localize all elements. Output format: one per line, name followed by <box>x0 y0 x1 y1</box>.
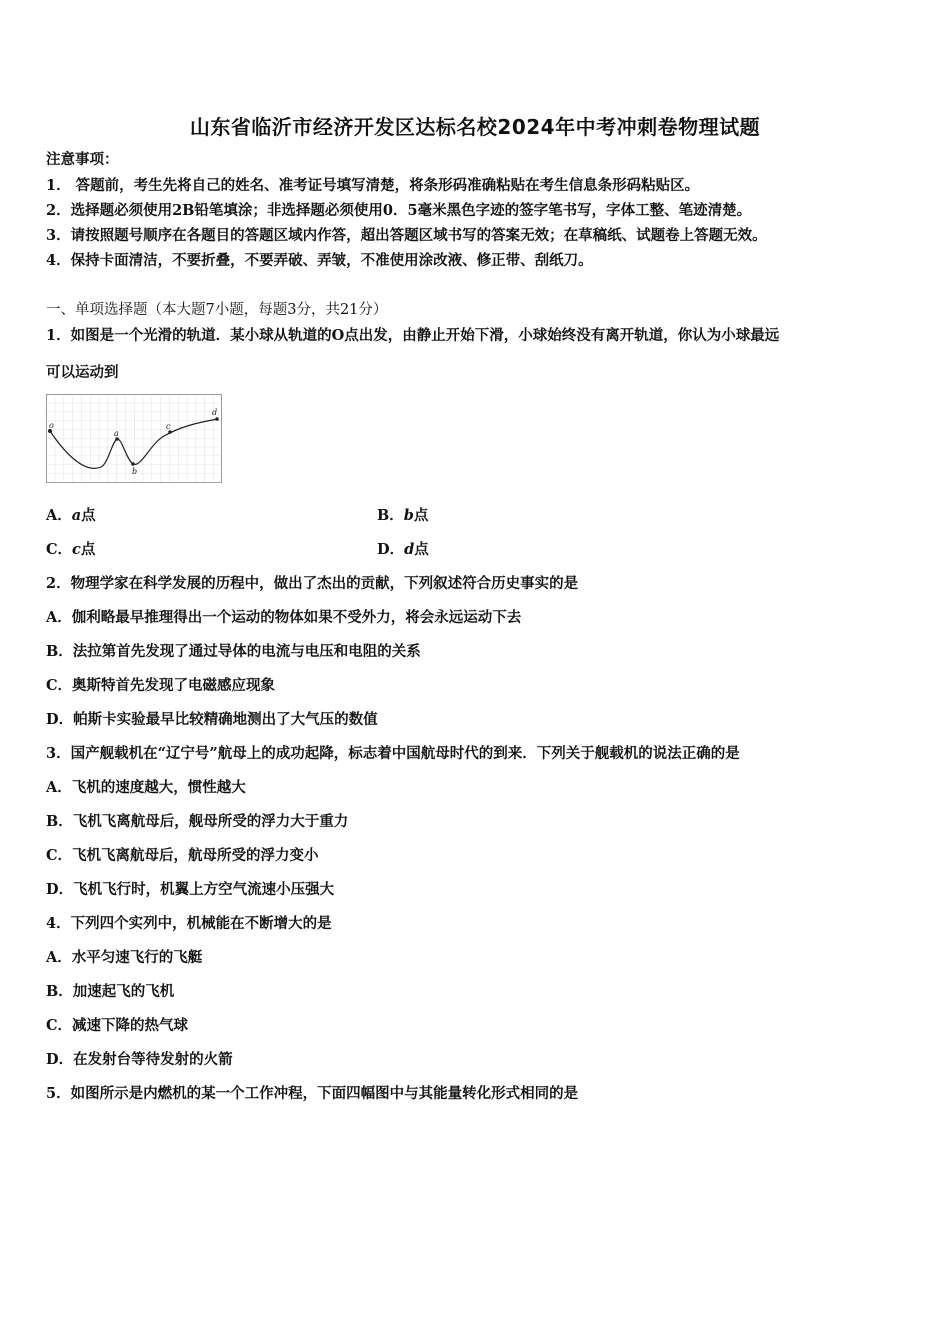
notice-item-4: 4．保持卡面清洁，不要折叠，不要弄破、弄皱，不准使用涂改液、修正带、刮纸刀。 <box>46 252 593 269</box>
label-b: b <box>132 467 138 476</box>
q3-stem: 3．国产舰载机在“辽宁号”航母上的成功起降，标志着中国航母时代的到来．下列关于舰载机的说法正确的是 <box>46 745 740 762</box>
notice-item-2: 2．选择题必须使用2B铅笔填涂；非选择题必须使用0．5毫米黑色字迹的签字笔书写，字体工整、笔迹清楚。 <box>46 202 752 219</box>
q1-option-a[interactable]: A．a点 <box>46 507 96 524</box>
q1-option-d[interactable]: D．d点 <box>377 541 429 558</box>
q4-stem: 4．下列四个实列中，机械能在不断增大的是 <box>46 915 332 932</box>
section-heading: 一、单项选择题（本大题7小题，每题3分，共21分） <box>46 302 388 318</box>
q2-option-d[interactable]: D．帕斯卡实验最早比较精确地测出了大气压的数值 <box>46 711 378 728</box>
label-d: d <box>212 408 218 417</box>
q5-stem: 5．如图所示是内燃机的某一个工作冲程，下面四幅图中与其能量转化形式相同的是 <box>46 1085 579 1102</box>
page-title: 山东省临沂市经济开发区达标名校2024年中考冲刺卷物理试题 <box>189 115 761 139</box>
q3-option-b[interactable]: B．飞机飞离航母后，舰母所受的浮力大于重力 <box>46 813 349 830</box>
q1-stem-line1: 1．如图是一个光滑的轨道．某小球从轨道的O点出发，由静止开始下滑，小球始终没有离开轨道，你认为小球最远 <box>46 327 780 344</box>
label-o: o <box>49 421 54 430</box>
q2-option-c[interactable]: C．奥斯特首先发现了电磁感应现象 <box>46 677 276 694</box>
track-figure <box>46 394 222 483</box>
point-d-marker <box>215 417 219 421</box>
notice-item-1: 1． 答题前，考生先将自己的姓名、准考证号填写清楚，将条形码准确粘贴在考生信息条形码粘贴区。 <box>46 177 700 194</box>
q1-option-c[interactable]: C．c点 <box>46 541 96 558</box>
notice-item-3: 3．请按照题号顺序在各题目的答题区域内作答，超出答题区域书写的答案无效；在草稿纸、试题卷上答题无效。 <box>46 227 767 244</box>
q2-option-b[interactable]: B．法拉第首先发现了通过导体的电流与电压和电阻的关系 <box>46 643 421 660</box>
q1-option-b[interactable]: B．b点 <box>377 507 429 524</box>
label-c: c <box>166 422 171 431</box>
q2-option-a[interactable]: A．伽利略最早推理得出一个运动的物体如果不受外力，将会永远运动下去 <box>46 609 522 626</box>
q4-option-c[interactable]: C．减速下降的热气球 <box>46 1017 189 1034</box>
point-b-marker <box>131 462 135 466</box>
q4-option-a[interactable]: A．水平匀速飞行的飞艇 <box>46 949 203 966</box>
notice-heading: 注意事项： <box>46 151 119 168</box>
q3-option-a[interactable]: A．飞机的速度越大，惯性越大 <box>46 779 246 796</box>
q2-stem: 2．物理学家在科学发展的历程中，做出了杰出的贡献，下列叙述符合历史事实的是 <box>46 575 579 592</box>
q3-option-d[interactable]: D．飞机飞行时，机翼上方空气流速小压强大 <box>46 881 335 898</box>
q3-option-c[interactable]: C．飞机飞离航母后，航母所受的浮力变小 <box>46 847 319 864</box>
q1-stem-line2: 可以运动到 <box>46 364 119 381</box>
label-a: a <box>114 429 119 438</box>
q4-option-d[interactable]: D．在发射台等待发射的火箭 <box>46 1051 233 1068</box>
q4-option-b[interactable]: B．加速起飞的飞机 <box>46 983 175 1000</box>
